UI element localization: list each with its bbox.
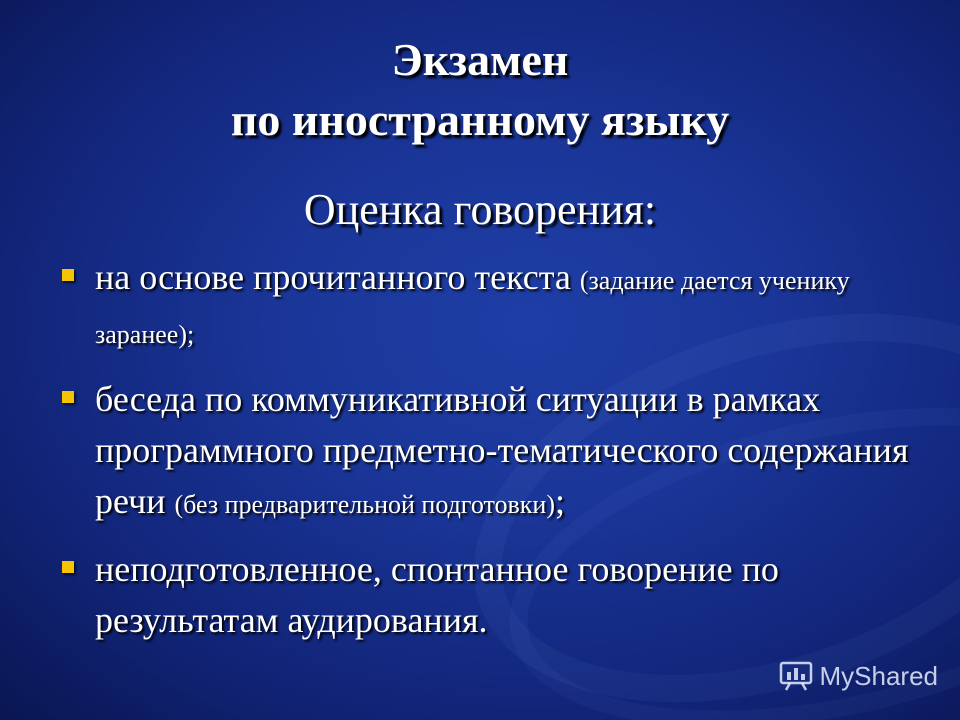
slide-title — [0, 30, 960, 150]
myshared-watermark[interactable] — [778, 660, 939, 692]
bullet-item-3 — [60, 544, 910, 649]
bullet-item-1 — [60, 252, 910, 360]
myshared-logo-icon — [778, 660, 814, 692]
bullet-item-2 — [60, 374, 910, 530]
bullet-note-text: (задание дается ученику заранее); — [95, 266, 850, 349]
bullet-marker-icon — [62, 269, 74, 281]
title-line-2: по иностранному языку — [230, 94, 730, 145]
bullet-marker-icon — [62, 391, 74, 403]
bullet-tail-text: ; — [554, 481, 565, 521]
bullet-main-text: неподготовленное, спонтанное говорение по результатам аудирования. — [95, 549, 779, 640]
bullet-main-text: беседа по коммуникативной ситуации в рамках программного предметно-тематического содержания речи — [95, 379, 909, 521]
watermark-text: MyShared — [819, 660, 938, 691]
bullet-main-text: на основе прочитанного текста — [95, 257, 580, 297]
bullet-note-text: (без предварительной подготовки) — [174, 490, 555, 519]
bullet-marker-icon — [62, 561, 74, 573]
bullet-list — [60, 252, 910, 663]
title-line-1: Экзамен — [391, 34, 569, 85]
slide-subtitle: Оценка говорения: — [303, 185, 657, 234]
